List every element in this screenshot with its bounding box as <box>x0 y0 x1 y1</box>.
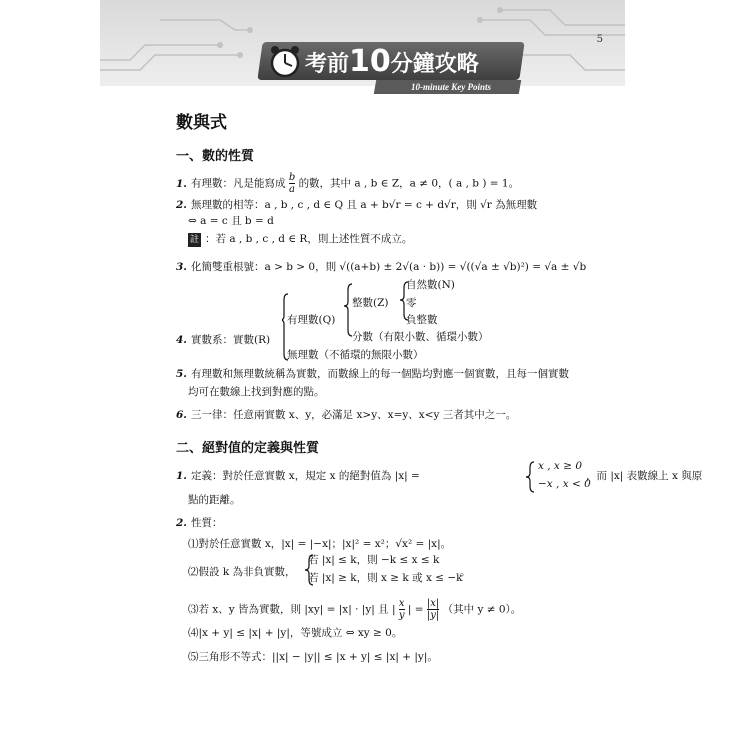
section-heading-1: 一、數的性質 <box>176 149 255 164</box>
item-1 <box>176 172 519 195</box>
condition-2: 若 |x| ≥ k，則 x ≥ k 或 x ≤ −k <box>308 572 463 584</box>
item-3 <box>176 260 586 274</box>
property-text: （其中 y ≠ 0）。 <box>442 603 522 616</box>
integer-label: 整數(Z) <box>352 297 389 309</box>
item-text: 有理數和無理數統稱為實數，而數線上的每一個點均對應一個實數，且每一個實數 <box>190 368 569 380</box>
item-number: 5. <box>176 368 187 380</box>
condition-1: 若 |x| ≤ k，則 −k ≤ x ≤ k <box>308 554 440 566</box>
item-text: 三一律：任意兩實數 x、y，必滿足 x>y、x=y、x<y 三者其中之一。 <box>190 409 517 421</box>
property-3 <box>188 598 521 621</box>
item-number: 4. <box>176 334 187 346</box>
item-5-cont: 均可在數線上找到對應的點。 <box>188 386 325 398</box>
negative-integer-label: 負整數 <box>406 314 438 326</box>
property-text: ⑶若 x、y 皆為實數，則 |xy| = |x| · |y| 且 | <box>188 603 396 616</box>
fraction-label: 分數（有限小數、循環小數） <box>352 331 489 343</box>
natural-label: 自然數(N) <box>406 279 455 291</box>
item-number: 6. <box>176 409 187 421</box>
property-2: ⑵假設 k 為非負實數， <box>188 566 296 578</box>
fraction-x-over-y: $\frac{x}{y}$ <box>398 598 405 621</box>
definition-cont: ，而 |x| 表數線上 x 與原 <box>586 470 703 482</box>
title-prefix: 考前 <box>305 52 350 77</box>
section-heading-2: 二、絕對值的定義與性質 <box>176 441 320 456</box>
note-text: ：若 a , b , c , d ∈ R，則上述性質不成立。 <box>205 233 413 245</box>
property-4: ⑷|x + y| ≤ |x| + |y|，等號成立 ⇔ xy ≥ 0。 <box>188 627 403 639</box>
book-page <box>100 0 703 750</box>
page-number: 5 <box>596 34 603 45</box>
item-number: 2. <box>176 199 187 211</box>
item-number: 1. <box>176 470 187 482</box>
zero-label: 零 <box>406 297 417 309</box>
definition-end: 點的距離。 <box>188 494 241 506</box>
item-text: 的數，其中 a , b ∈ Z，a ≠ 0，( a , b ) = 1。 <box>298 177 520 190</box>
item-text: 化簡雙重根號：a > b > 0，則 √((a+b) ± 2√(a · b)) = √((√a ± √b)²) = √a ± √b <box>190 261 587 273</box>
chapter-title: 數與式 <box>176 113 227 133</box>
case-negative: −x , x < 0 <box>538 478 591 490</box>
subtitle: 10-minute Key Points <box>410 82 491 92</box>
item-text: 無理數的相等：a , b , c , d ∈ Q 且 a + b√r = c + d√r，則 √r 為無理數 <box>190 199 538 211</box>
item-4 <box>176 333 270 347</box>
property-1: ⑴對於任意實數 x，|x| = |−x|；|x|² = x²；√x² = |x|。 <box>188 538 452 550</box>
case-nonnegative: x , x ≥ 0 <box>538 460 583 472</box>
fraction-b-over-a: $\frac{b}{a}$ <box>288 172 296 195</box>
item-2-equiv: ⇔ a = c 且 b = d <box>188 215 274 227</box>
item-number: 1. <box>176 177 187 190</box>
properties-label <box>176 516 222 530</box>
item-number: 2. <box>176 517 187 529</box>
item-5 <box>176 367 569 381</box>
item-text: 定義：對於任意實數 x，規定 x 的絕對值為 |x| = <box>190 470 420 482</box>
condition-end: 。 <box>460 566 471 578</box>
item-text: 性質： <box>190 517 223 529</box>
item-2-note <box>188 232 412 247</box>
real-number-label: 實數系：實數(R) <box>190 334 271 346</box>
fraction-absx-over-absy: $\frac{|x|}{|y|}$ <box>426 598 440 621</box>
item-6 <box>176 408 516 422</box>
piecewise-brace <box>524 460 538 494</box>
irrational-label: 無理數（不循環的無限小數） <box>287 349 424 361</box>
page-title <box>305 44 479 80</box>
item-text: 有理數：凡是能寫成 <box>190 177 286 190</box>
title-number: 10 <box>349 44 391 79</box>
item-2 <box>176 198 537 212</box>
definition <box>176 469 420 483</box>
note-tag: 註 <box>190 235 200 245</box>
item-number: 3. <box>176 261 187 273</box>
title-suffix: 分鐘攻略 <box>390 52 479 77</box>
property-5: ⑸三角形不等式：||x| − |y|| ≤ |x + y| ≤ |x| + |y|。 <box>188 651 438 663</box>
property-text: | = <box>407 603 424 616</box>
rational-label: 有理數(Q) <box>287 314 336 326</box>
alarm-clock-icon <box>267 44 303 80</box>
